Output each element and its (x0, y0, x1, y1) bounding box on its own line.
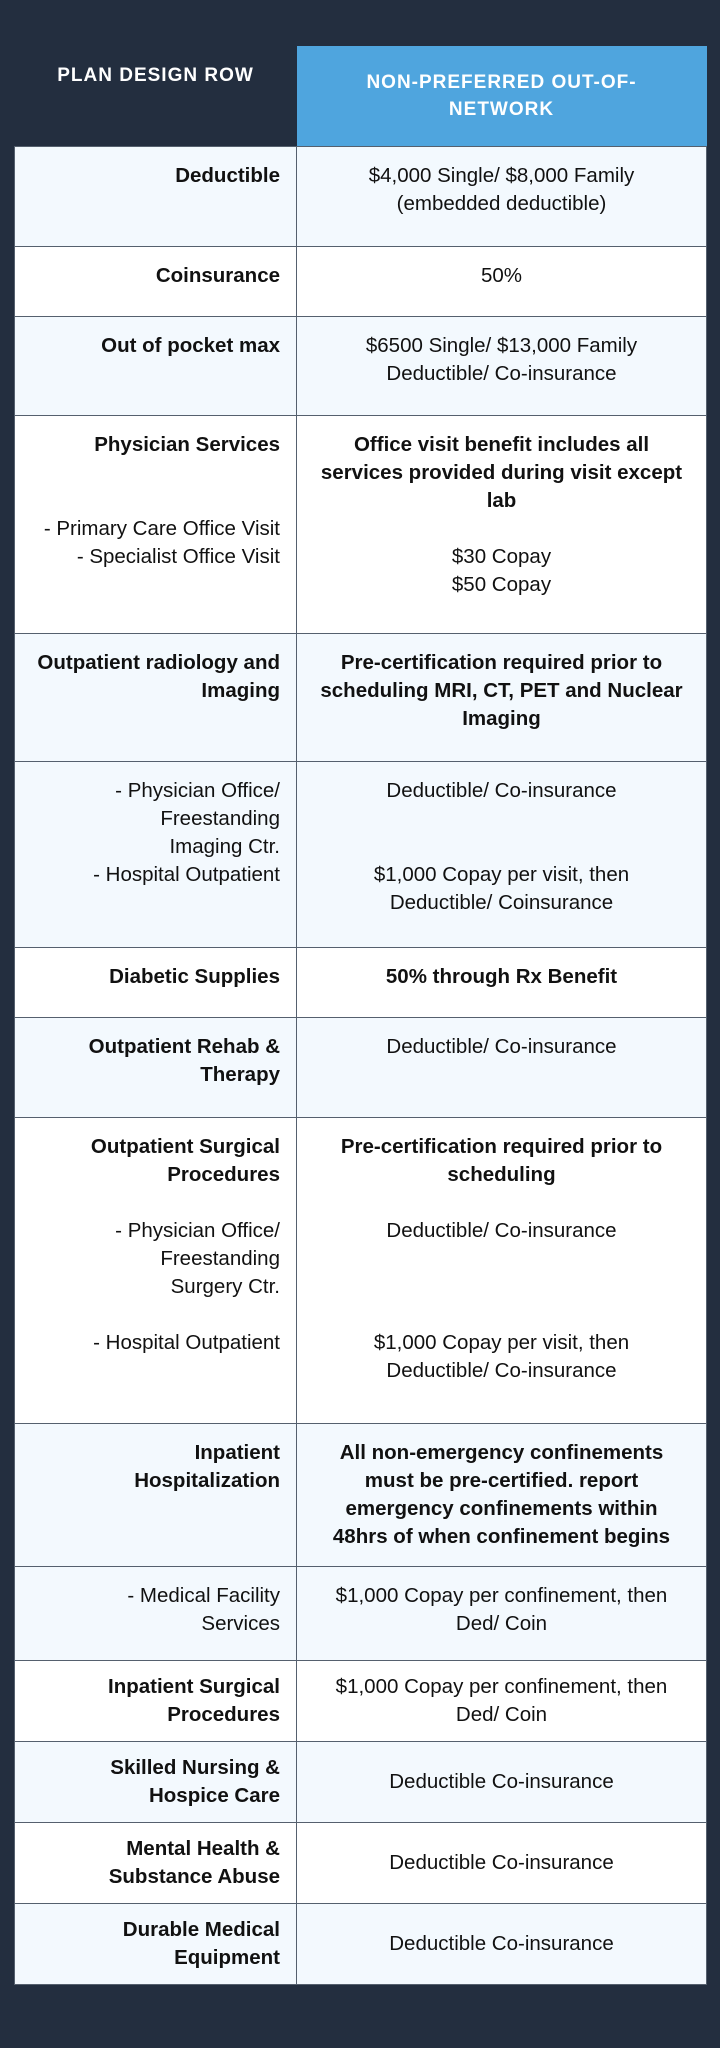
row-label-inpatient-surgical: Inpatient Surgical Procedures (15, 1661, 297, 1742)
table-header-row (15, 46, 707, 147)
table-row-outpatient-rehab (15, 1018, 707, 1118)
row-label-physician-services (15, 416, 297, 634)
table-row-medical-facility-services (15, 1567, 707, 1661)
hospital-outpatient-surgery-label: - Hospital Outpatient (93, 1331, 280, 1354)
row-label-durable-medical-equipment: Durable Medical Equipment (15, 1904, 297, 1985)
plan-design-table (14, 46, 707, 1985)
table-row-out-of-pocket-max (15, 317, 707, 416)
table-row-radiology-settings (15, 762, 707, 948)
table-row-durable-medical-equipment (15, 1904, 707, 1985)
row-label-skilled-nursing: Skilled Nursing & Hospice Care (15, 1742, 297, 1823)
physician-office-surgery-value: Deductible/ Co-insurance (386, 1219, 617, 1242)
row-value-medical-facility-services: $1,000 Copay per confinement, then Ded/ Coin (297, 1567, 707, 1661)
specialist-copay: $50 Copay (451, 573, 552, 596)
spacer (313, 515, 690, 543)
row-value-physician-services (297, 416, 707, 634)
deductible-value-line2: (embedded deductible) (396, 192, 607, 215)
table-row-physician-services (15, 416, 707, 634)
row-label-medical-facility-services: - Medical Facility Services (15, 1567, 297, 1661)
row-value-coinsurance: 50% (297, 247, 707, 317)
row-value-deductible (297, 147, 707, 247)
table-row-inpatient-hospitalization (15, 1424, 707, 1567)
table-row-diabetic-supplies (15, 948, 707, 1018)
row-value-inpatient-hospitalization: All non-emergency confinements must be pre-certified. report emergency confinements within 48hrs of when confinement begins (297, 1424, 707, 1567)
physician-office-imaging-value: Deductible/ Co-insurance (386, 779, 617, 802)
row-label-radiology-settings (15, 762, 297, 948)
row-label-outpatient-surgical (15, 1118, 297, 1424)
physician-office-imaging-label: - Physician Office/ Freestanding Imaging Ctr. (115, 779, 280, 858)
primary-care-office-visit-label: - Primary Care Office Visit (43, 517, 280, 540)
oop-value-line1: $6500 Single/ $13,000 Family (365, 334, 638, 357)
deductible-value-line1: $4,000 Single/ $8,000 Family (368, 164, 635, 187)
outpatient-surgical-note: Pre-certification required prior to scheduling (340, 1135, 663, 1186)
row-value-out-of-pocket-max (297, 317, 707, 416)
table-row-outpatient-surgical (15, 1118, 707, 1424)
table-row-outpatient-radiology (15, 634, 707, 762)
hospital-outpatient-imaging-value: $1,000 Copay per visit, then Deductible/ Coinsurance (373, 863, 630, 914)
spacer (31, 1301, 280, 1329)
outpatient-surgical-label: Outpatient Surgical Procedures (90, 1135, 280, 1186)
spacer (31, 1189, 280, 1217)
spacer (313, 805, 690, 861)
table-row-coinsurance (15, 247, 707, 317)
specialist-office-visit-label: - Specialist Office Visit (76, 545, 280, 568)
row-value-outpatient-rehab: Deductible/ Co-insurance (297, 1018, 707, 1118)
row-label-outpatient-radiology: Outpatient radiology and Imaging (15, 634, 297, 762)
row-value-inpatient-surgical: $1,000 Copay per confinement, then Ded/ Coin (297, 1661, 707, 1742)
spacer (31, 459, 280, 515)
row-value-outpatient-radiology: Pre-certification required prior to scheduling MRI, CT, PET and Nuclear Imaging (297, 634, 707, 762)
row-value-radiology-settings (297, 762, 707, 948)
hospital-outpatient-imaging-label: - Hospital Outpatient (93, 863, 280, 886)
primary-care-copay: $30 Copay (451, 545, 552, 568)
row-label-diabetic-supplies: Diabetic Supplies (15, 948, 297, 1018)
row-value-mental-health: Deductible Co-insurance (297, 1823, 707, 1904)
column-header-non-preferred-out-of-network: NON-PREFERRED OUT-OF-NETWORK (297, 46, 707, 147)
row-label-out-of-pocket-max: Out of pocket max (15, 317, 297, 416)
row-label-mental-health: Mental Health & Substance Abuse (15, 1823, 297, 1904)
physician-office-surgery-label: - Physician Office/ Freestanding Surgery Ctr. (115, 1219, 280, 1298)
row-label-outpatient-rehab: Outpatient Rehab & Therapy (15, 1018, 297, 1118)
table-row-deductible (15, 147, 707, 247)
column-header-plan-design-row: PLAN DESIGN ROW (15, 46, 297, 147)
plan-design-table-container (14, 46, 706, 1985)
row-label-deductible: Deductible (15, 147, 297, 247)
table-row-mental-health (15, 1823, 707, 1904)
row-value-durable-medical-equipment: Deductible Co-insurance (297, 1904, 707, 1985)
row-value-skilled-nursing: Deductible Co-insurance (297, 1742, 707, 1823)
table-row-skilled-nursing (15, 1742, 707, 1823)
physician-services-note: Office visit benefit includes all services provided during visit except lab (320, 433, 683, 512)
row-value-diabetic-supplies: 50% through Rx Benefit (297, 948, 707, 1018)
table-row-inpatient-surgical (15, 1661, 707, 1742)
physician-services-label: Physician Services (94, 433, 280, 456)
row-label-coinsurance: Coinsurance (15, 247, 297, 317)
row-label-inpatient-hospitalization: Inpatient Hospitalization (15, 1424, 297, 1567)
row-value-outpatient-surgical (297, 1118, 707, 1424)
spacer (313, 1189, 690, 1217)
spacer (313, 1245, 690, 1329)
oop-value-line2: Deductible/ Co-insurance (386, 362, 617, 385)
hospital-outpatient-surgery-value: $1,000 Copay per visit, then Deductible/ Co-insurance (373, 1331, 630, 1382)
